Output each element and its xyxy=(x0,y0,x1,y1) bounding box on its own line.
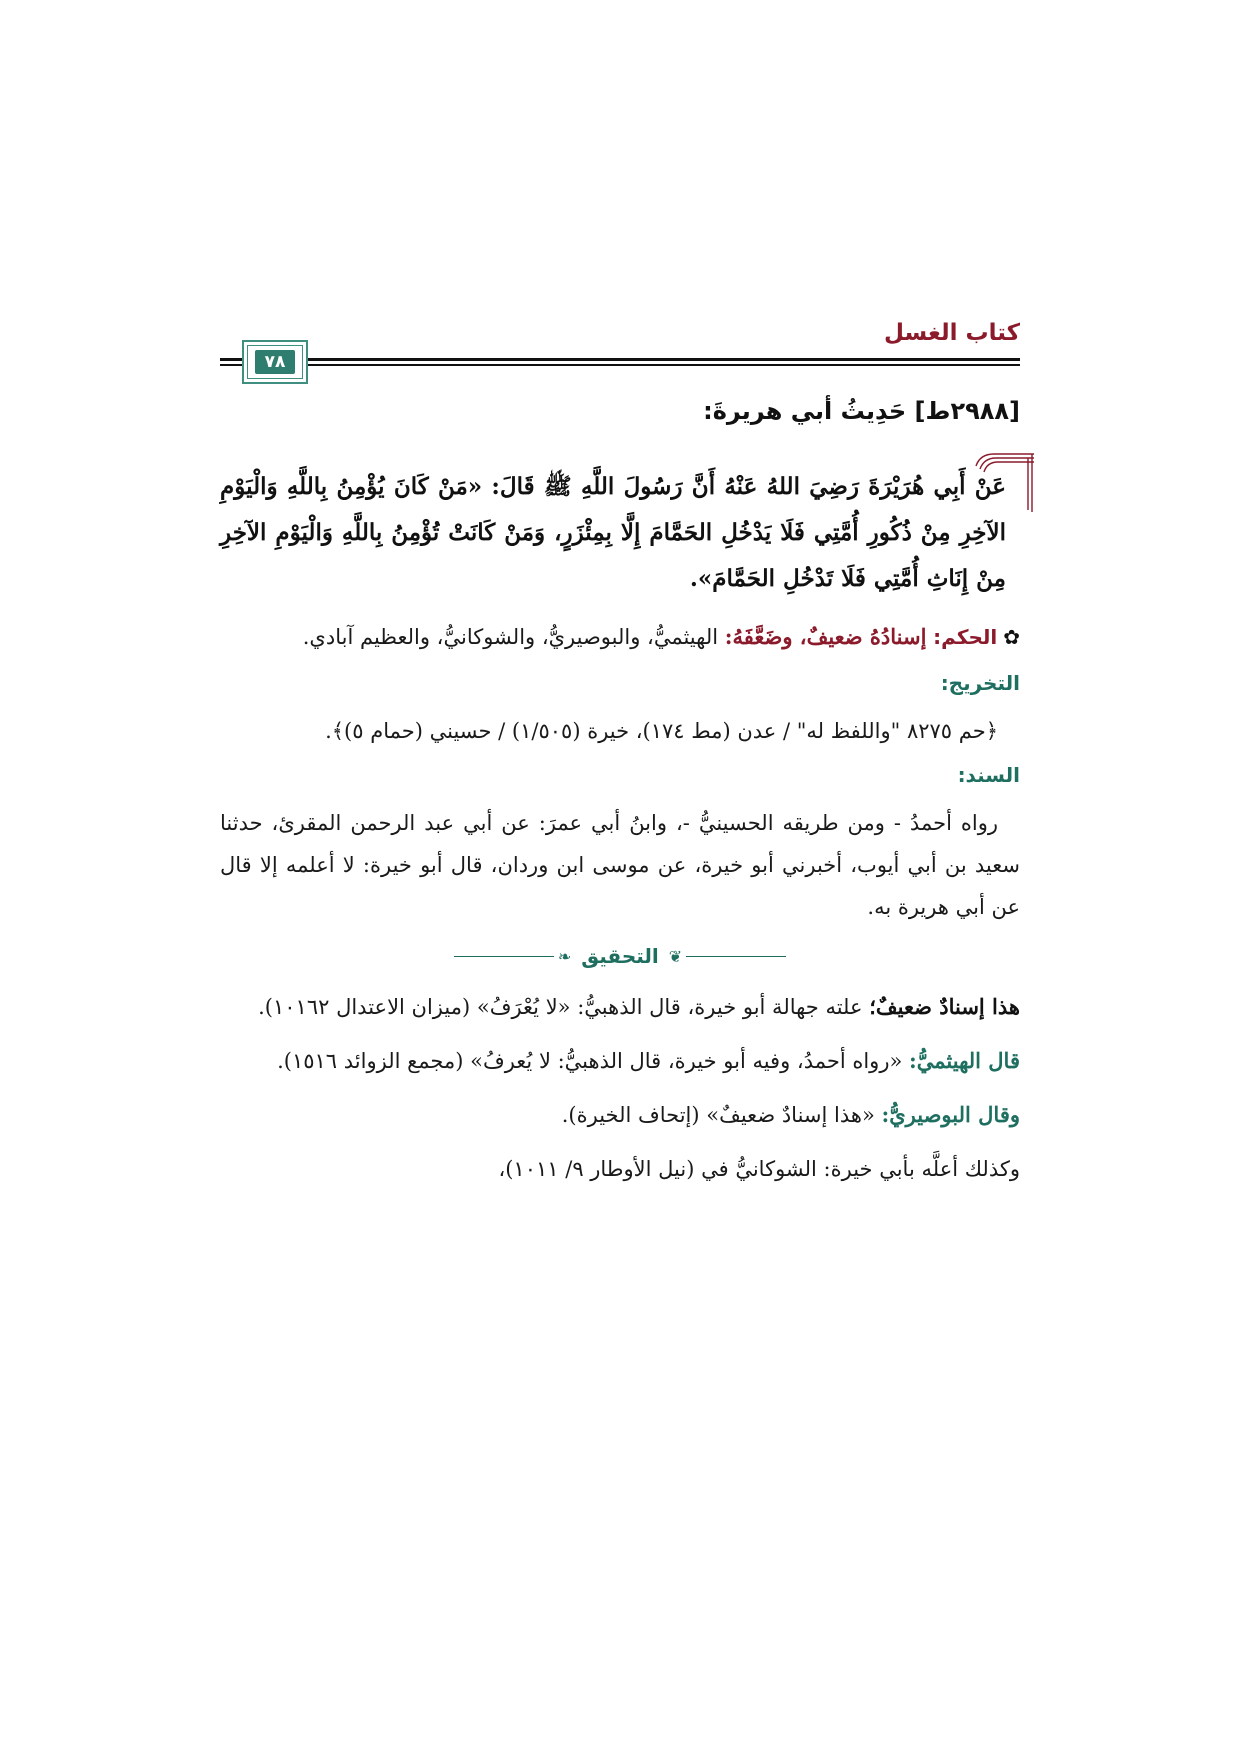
sanad-text: رواه أحمدُ - ومن طريقه الحسينيُّ -، وابنُ أبي عمرَ: عن أبي عبد الرحمن المقرئ، حدثنا سعيد بن أبي أيوب، أخبرني أبو خيرة، عن موسى ابن وردان، قال أبو خيرة: لا أعلمه إلا قال عن أبي هريرة به. xyxy=(220,811,1020,919)
divider-line xyxy=(686,956,786,957)
tahqiq-verdict: هذا إسنادٌ ضعيفٌ؛ xyxy=(869,994,1020,1019)
page-header xyxy=(220,300,1020,380)
tahqiq-paragraph-3 xyxy=(220,1094,1020,1136)
hadith-block xyxy=(220,464,1020,602)
header-rule xyxy=(220,358,1020,361)
tahqiq-divider xyxy=(220,938,1020,974)
header-rule-thin xyxy=(220,364,1020,366)
takhrij-title: التخريج: xyxy=(940,671,1020,695)
tahqiq-paragraph-2 xyxy=(220,1040,1020,1082)
ruling-text: الهيثميُّ، والبوصيريُّ، والشوكانيُّ، والعظيم آبادي. xyxy=(302,625,719,649)
tahqiq-p1-text: علته جهالة أبو خيرة، قال الذهبيُّ: «لا يُعْرَفُ» (ميزان الاعتدال ١٠١٦٢). xyxy=(258,995,870,1019)
busiri-label: وقال البوصيريُّ: xyxy=(881,1102,1020,1127)
tahqiq-paragraph-4: وكذلك أعلَّه بأبي خيرة: الشوكانيُّ في (نيل الأوطار ٩/ ١٠١١)، xyxy=(498,1157,1020,1181)
page-number: ٧٨ xyxy=(255,350,296,374)
corner-ornament-icon xyxy=(974,452,1034,512)
takhrij-text: ﴿حم ٨٢٧٥ "واللفظ له" / عدن (مط ١٧٤)، خيرة (١/٥٠٥) / حسيني (حمام ٥)﴾. xyxy=(325,719,998,743)
running-title: كتاب الغسل xyxy=(884,320,1020,346)
ruling-label: الحكم: xyxy=(933,625,998,649)
divider-ornament-icon: ❧ xyxy=(557,946,572,966)
ruling-paragraph xyxy=(220,616,1020,658)
ruling-verdict: إسنادُهُ ضعيفٌ، وضَعَّفَهُ: xyxy=(724,624,927,649)
hadith-text: عَنْ أَبِي هُرَيْرَةَ رَضِيَ اللهُ عَنْهُ أَنَّ رَسُولَ اللَّهِ ﷺ قَالَ: «مَنْ كَانَ يُؤْمِنُ بِاللَّهِ وَالْيَوْمِ الآخِرِ مِنْ ذُكُورِ أُمَّتِي فَلَا يَدْخُلِ الحَمَّامَ إِلَّا بِمِئْزَرٍ، وَمَنْ كَانَتْ تُؤْمِنُ بِاللَّهِ وَالْيَوْمِ الآخِرِ مِنْ إِنَاثِ أُمَّتِي فَلَا تَدْخُلِ الحَمَّامَ». xyxy=(220,473,1006,592)
page-number-badge xyxy=(242,340,308,384)
hadith-heading: [٢٩٨٨ط] حَدِيثُ أبي هريرةَ: xyxy=(703,397,1020,425)
divider-line xyxy=(454,956,554,957)
tahqiq-paragraph-1 xyxy=(220,986,1020,1028)
tahqiq-title: التحقيق xyxy=(581,944,659,968)
haythami-label: قال الهيثميُّ: xyxy=(909,1048,1020,1073)
flower-ornament-icon: ✿ xyxy=(1003,625,1020,649)
tahqiq-p2-text: «رواه أحمدُ، وفيه أبو خيرة، قال الذهبيُّ: لا يُعرفُ» (مجمع الزوائد ١٥١٦). xyxy=(277,1049,909,1073)
tahqiq-p3-text: «هذا إسنادٌ ضعيفٌ» (إتحاف الخيرة). xyxy=(561,1103,882,1127)
book-page xyxy=(220,300,1020,1190)
sanad-title: السند: xyxy=(957,763,1020,787)
divider-ornament-icon: ❦ xyxy=(668,946,683,966)
